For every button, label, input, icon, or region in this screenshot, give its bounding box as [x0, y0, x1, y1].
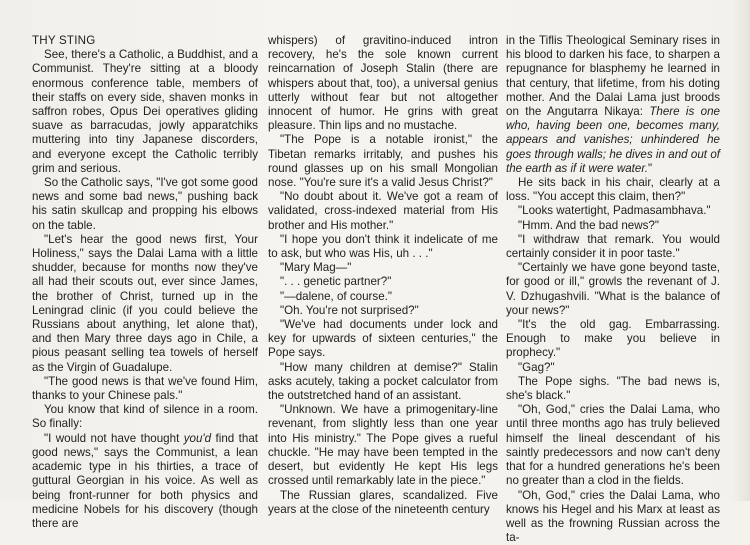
paragraph: "—dalene, of course." [268, 290, 498, 304]
paragraph-text: in the Tiflis Theological Seminary rises in his blood to darken his face, to sharpen a repugnance for blasphemy he learned in that century, that lifetime, from his doting mother. And the Dalai Lama just broods on the Angutarra Nikaya: [506, 34, 720, 118]
paragraph: "How many children at demise?" Stalin asks acutely, taking a pocket calculator from the outstretched hand of an assistant. [268, 361, 498, 404]
paragraph: He sits back in his chair, clearly at a loss. "You accept this claim, then?" [506, 176, 720, 204]
emphasis-text: There is one who, having been one, becomes many, appears and vanishes; unhindered he goes through walls; he dives in and out of the earth as if it were water. [506, 105, 720, 175]
paragraph-text: " [648, 162, 652, 175]
paragraph: "Gag?" [506, 361, 720, 375]
paragraph: "Looks watertight, Padmasambhava." [506, 204, 720, 218]
paragraph: "Oh. You're not surprised?" [268, 304, 498, 318]
paragraph: "Unknown. We have a primogenitary-line revenant, from slightly less than one year into His ministry." The Pope gives a rueful chuckle. "He may have been tempted in the desert, but evidently He kept His legs crossed until remarkably late in the piece." [268, 403, 498, 488]
paragraph: The Russian glares, scandalized. Five years at the close of the nineteenth century [268, 489, 498, 517]
paragraph: whispers) of gravitino-induced intron recovery, he's the sole known current reincarnation of Joseph Stalin (there are whispers about that, too), a universal genius utterly without fear but not altogether innocent of humor. He grins with great pleasure. Thin lips and no mustache. [268, 34, 498, 133]
paragraph-text: "I would not have thought [44, 432, 184, 445]
text-column-3 [506, 34, 720, 545]
paragraph [32, 432, 258, 531]
paragraph: "Certainly we have gone beyond taste, for good or ill," growls the revenant of J. V. Dzhugashvili. "What is the balance of your news?" [506, 261, 720, 318]
paragraph [506, 34, 720, 176]
paragraph: "I hope you don't think it indelicate of me to ask, but who was His, uh . . ." [268, 233, 498, 261]
paragraph: The Pope sighs. "The bad news is, she's black." [506, 375, 720, 403]
paragraph: "I withdraw that remark. You would certainly consider it in poor taste." [506, 233, 720, 261]
emphasis-text: you'd [184, 432, 211, 445]
paragraph: So the Catholic says, "I've got some good news and some bad news," pushing back his satin skullcap and propping his elbows on the table. [32, 176, 258, 233]
paragraph: "No doubt about it. We've got a ream of validated, cross-indexed material from His brother and His mother." [268, 190, 498, 233]
paragraph: "Oh, God," cries the Dalai Lama, who knows his Hegel and his Marx at least as well as the frowning Russian across the ta- [506, 489, 720, 545]
paragraph: See, there's a Catholic, a Buddhist, and a Communist. They're sitting at a bloody enormous conference table, members of their staffs on every side, shaven monks in saffron robes, Opus Dei operatives gliding suave as barracudas, jowly apparatchiks muttering into tiny Japanese discorders, and everyone except the Catholic terribly grim and serious. [32, 48, 258, 176]
section-heading: THY STING [32, 34, 258, 48]
paragraph: "Hmm. And the bad news?" [506, 219, 720, 233]
paragraph: You know that kind of silence in a room. So finally: [32, 403, 258, 431]
page-edge-shadow [732, 0, 750, 501]
paragraph: "The good news is that we've found Him, thanks to your Chinese pals." [32, 375, 258, 403]
paragraph: "It's the old gag. Embarrassing. Enough to make you believe in prophecy." [506, 318, 720, 361]
paragraph-text: find that good news," says the Communist, a lean academic type in his thirties, a trace of guttural Georgian in his voice. As well as being front-runner for both physics and medicine Nobels for his discovery (though there are [32, 432, 258, 530]
paragraph: "The Pope is a notable ironist," the Tibetan remarks irritably, and pushes his round glasses up on his small Mongolian nose. "You're sure it's a valid Jesus Christ?" [268, 133, 498, 190]
paragraph: ". . . genetic partner?" [268, 275, 498, 289]
paragraph: "Oh, God," cries the Dalai Lama, who until three months ago has truly believed himself the lineal descendant of his saintly predecessors and now can't deny that for a hundred generations he's been no greater than a clod in the fields. [506, 403, 720, 488]
text-column-1 [32, 34, 258, 531]
paragraph: "We've had documents under lock and key for upwards of sixteen centuries," the Pope says. [268, 318, 498, 361]
text-column-2 [268, 34, 498, 517]
paragraph: "Let's hear the good news first, Your Holiness," says the Dalai Lama with a little shudder, because for months now they've all had their scouts out, ever since James, the brother of Christ, turned up in the Leningrad clinic (if you could believe the Russians about anything, let alone that), and then Mary three days ago in Chile, a pious peasant selling tea towels of herself as the Virgin of Guadalupe. [32, 233, 258, 375]
paragraph: "Mary Mag—" [268, 261, 498, 275]
